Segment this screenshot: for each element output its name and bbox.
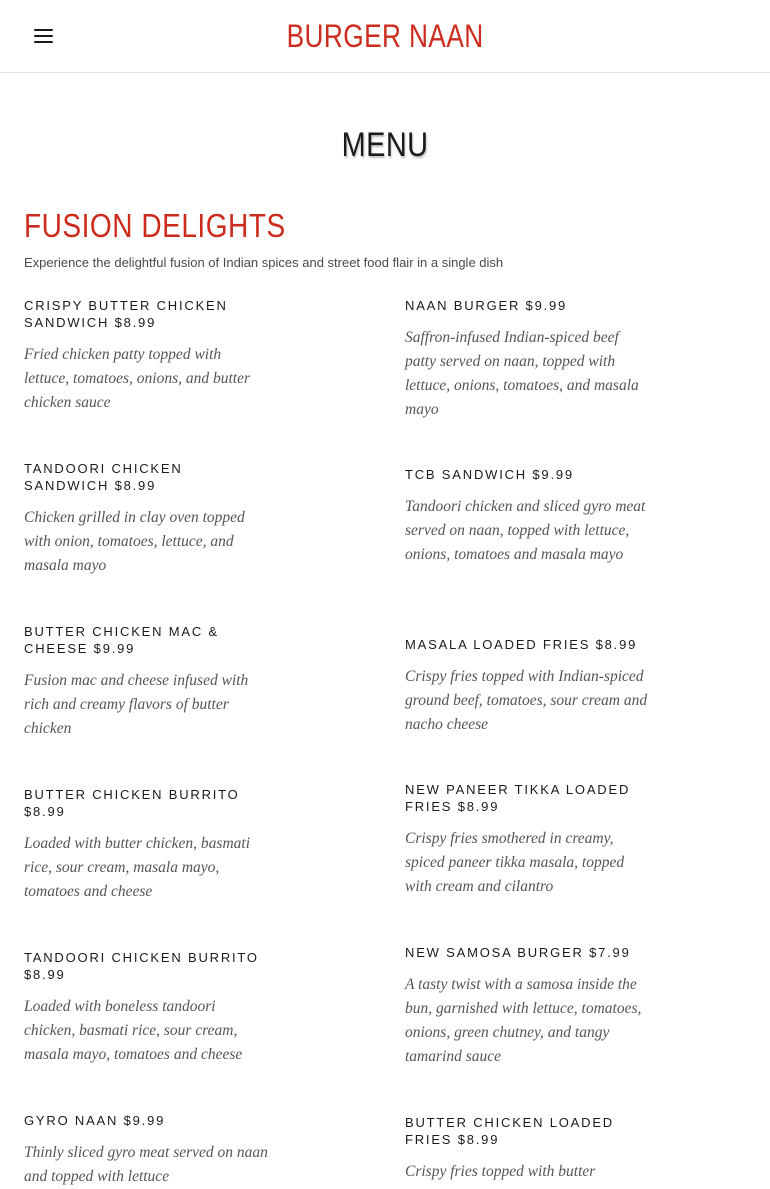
menu-column-left: [24, 297, 269, 1189]
section-title: FUSION DELIGHTS: [24, 207, 286, 244]
menu-item-title: BUTTER CHICKEN MAC & CHEESE $9.99: [24, 624, 219, 656]
menu-item-description: A tasty twist with a samosa inside the bun, garnished with lettuce, tomatoes, onions, green chutney, and tangy tamarind sauce: [405, 976, 642, 1065]
menu-item-title: TANDOORI CHICKEN SANDWICH $8.99: [24, 461, 183, 493]
menu-item-title: BUTTER CHICKEN LOADED FRIES $8.99: [405, 1115, 614, 1147]
menu-item: [24, 297, 269, 460]
menu-item-description: Chicken grilled in clay oven topped with onion, tomatoes, lettuce, and masala mayo: [24, 509, 245, 574]
menu-item-title: NEW PANEER TIKKA LOADED FRIES $8.99: [405, 782, 631, 814]
hamburger-menu-icon[interactable]: [34, 27, 54, 45]
menu-item: [24, 1112, 269, 1189]
menu-item-description: Crispy fries topped with butter: [405, 1163, 596, 1180]
menu-item-title: CRISPY BUTTER CHICKEN SANDWICH $8.99: [24, 298, 228, 330]
menu-item-title: MASALA LOADED FRIES $8.99: [405, 637, 638, 652]
menu-item-description: Crispy fries smothered in creamy, spiced paneer tikka masala, topped with cream and cilantro: [405, 830, 625, 895]
menu-item: [405, 297, 650, 466]
menu-item: [405, 636, 650, 781]
menu-item-description: Saffron-infused Indian-spiced beef patty served on naan, topped with lettuce, onions, tomatoes, and masala mayo: [405, 329, 639, 418]
menu-item-title: BUTTER CHICKEN BURRITO $8.99: [24, 787, 240, 819]
page-title-container: [0, 126, 770, 165]
menu-item-description: Fusion mac and cheese infused with rich and creamy flavors of butter chicken: [24, 672, 249, 737]
menu-column-right: [405, 297, 650, 1184]
menu-item-title: TCB SANDWICH $9.99: [405, 467, 574, 482]
menu-item-title: NEW SAMOSA BURGER $7.99: [405, 945, 631, 960]
menu-item-title: NAAN BURGER $9.99: [405, 298, 568, 313]
menu-item: [405, 944, 650, 1114]
menu-item-description: Thinly sliced gyro meat served on naan and topped with lettuce: [24, 1144, 268, 1185]
menu-item-description: Loaded with butter chicken, basmati rice, sour cream, masala mayo, tomatoes and cheese: [24, 835, 251, 900]
menu-item: [405, 466, 650, 636]
menu-item: [24, 623, 269, 786]
page-title: MENU: [341, 126, 429, 164]
brand-logo-link[interactable]: BURGER NAAN: [286, 18, 484, 54]
menu-item-description: Tandoori chicken and sliced gyro meat served on naan, topped with lettuce, onions, tomatoes and masala mayo: [405, 498, 646, 563]
menu-item-description: Loaded with boneless tandoori chicken, basmati rice, sour cream, masala mayo, tomatoes and cheese: [24, 998, 243, 1063]
menu-item: [405, 781, 650, 944]
menu-item-description: Crispy fries topped with Indian-spiced ground beef, tomatoes, sour cream and nacho cheese: [405, 668, 648, 733]
menu-item-description: Fried chicken patty topped with lettuce, tomatoes, onions, and butter chicken sauce: [24, 346, 251, 411]
menu-item: [24, 786, 269, 949]
menu-item: [24, 460, 269, 623]
menu-item-title: TANDOORI CHICKEN BURRITO $8.99: [24, 950, 259, 982]
menu-item: [24, 949, 269, 1112]
site-header: [0, 0, 770, 73]
section-description: Experience the delightful fusion of Indian spices and street food flair in a single dish: [24, 255, 504, 270]
menu-item: [405, 1114, 650, 1184]
menu-item-title: GYRO NAAN $9.99: [24, 1113, 166, 1128]
brand-container: [0, 0, 770, 72]
